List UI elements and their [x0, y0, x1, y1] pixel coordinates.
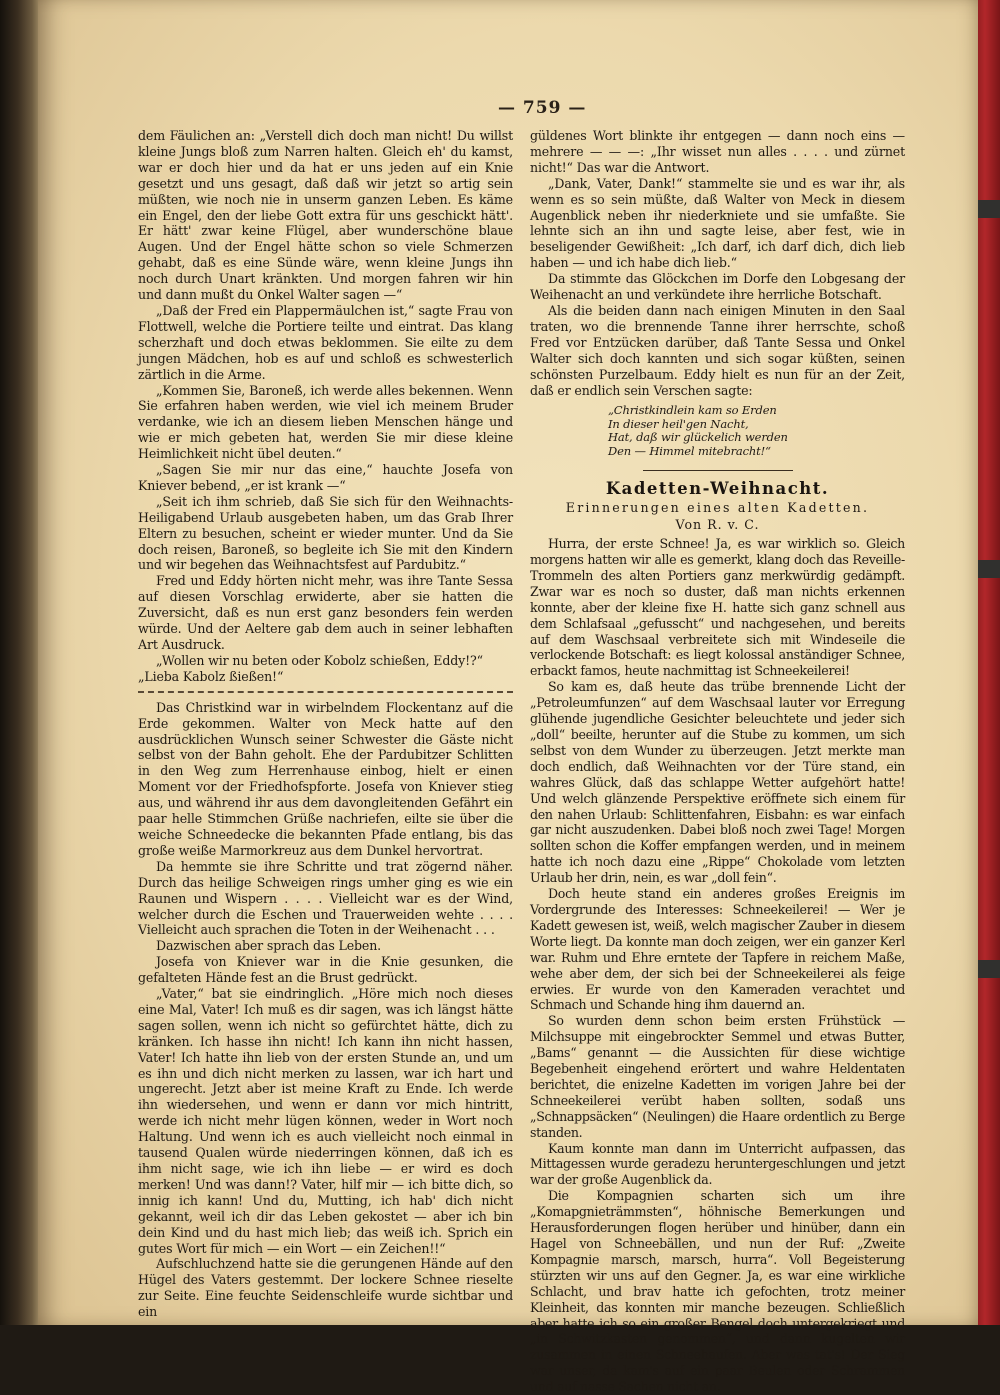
paragraph: Da hemmte sie ihre Schritte und trat zögernd näher. Durch das heilige Schweigen rings umher ging es wie ein Raunen und Wispern . . . . Vielleicht war es der Wind, welcher durch die Eschen und Trauerweiden wehte . . . . Vielleicht auch sprachen die Toten in der Weihenacht . . .: [138, 858, 513, 938]
paragraph: Das Christkind war in wirbelndem Flockentanz auf die Erde gekommen. Walter von Meck hatte auf den ausdrücklichen Wunsch seiner Schwester die Gäste nicht selbst von der Bahn geholt. Ehe der Pardubitzer Schlitten in den Weg zum Herrenhause einbog, hielt er einen Moment vor der Friedhofspforte. Josefa von Kniever stieg aus, und während ihr aus dem davongleitenden Gefährt ein paar helle Stimmchen Grüße nachriefen, eilte sie über die weiche Schneedecke die bekannten Pfade entlang, bis das große weiße Marmorkreuz aus dem Dunkel hervortrat.: [138, 699, 513, 858]
article-author: Von R. v. C.: [675, 517, 760, 533]
right-column: [530, 128, 905, 1395]
paragraph: dem Fäulichen an: „Verstell dich doch man nicht! Du willst kleine Jungs bloß zum Narren halten. Gleich eh' du kamst, war er doch hier und da hat er uns jeden auf ein Knie gesetzt und uns gesagt, daß daß wir jetzt so artig sein müßten, wie noch nie in unserm ganzen Leben. Es käme ein Engel, den der liebe Gott extra für uns geschickt hätt'. Er hätt' zwar keine Flügel, aber wunderschöne blaue Augen. Und der Engel hätte schon so viele Schmerzen gehabt, daß es eine Sünde wäre, wenn kleine Jungs ihn noch durch Unart kränkten. Und morgen fahren wir hin und dann mußt du Onkel Walter sagen —“: [138, 128, 513, 303]
paragraph: Da stimmte das Glöckchen im Dorfe den Lobgesang der Weihenacht an und verkündete ihre herrliche Botschaft.: [530, 271, 905, 303]
paragraph: „Kommen Sie, Baroneß, ich werde alles bekennen. Wenn Sie erfahren haben werden, wie viel ich meinem Bruder verdanke, wie ich an diesem lieben Menschen hänge und wie er mich gebeten hat, werden Sie mir diese kleine Heimlichkeit nicht übel deuten.“: [138, 382, 513, 462]
paragraph: Fred und Eddy hörten nicht mehr, was ihre Tante Sessa auf diesen Vorschlag erwiderte, aber sie hatten die Zuversicht, daß es nun erst ganz besonders fein werden würde. Und der Aeltere gab dem auch in seiner lebhaften Art Ausdruck.: [138, 573, 513, 652]
paragraph: „Daß der Fred ein Plappermäulchen ist,“ sagte Frau von Flottwell, welche die Portiere teilte und eintrat. Das klang scherzhaft und doch etwas beklommen. Sie eilte zu dem jungen Mädchen, hob es auf und schloß es schwesterlich zärtlich in die Arme.: [138, 302, 513, 382]
paragraph: So kam es, daß heute das trübe brennende Licht der „Petroleumfunzen“ auf dem Waschsaal lauter vor Erregung glühende jugendliche Gesichter beleuchtete und jeder sich „doll“ beeilte, herunter auf die Stube zu kommen, um sich selbst von dem Wunder zu überzeugen. Jetzt merkte man doch endlich, daß Weihnachten vor der Türe stand, ein wahres Glück, daß das schlappe Wetter aufgehört hatte! Und welch glänzende Perspektive eröffnete sich einem für den nahen Urlaub: Schlittenfahren, Eisbahn: es war einfach gar nicht auszudenken. Dabei bloß noch zwei Tage! Morgen sollten schon die Koffer empfangen werden, und in meinem hatte ich noch dazu eine „Rippe“ Chokolade vom letzten Urlaub her drin, nein, es war „doll fein“.: [530, 679, 905, 886]
page-number: — 759 —: [498, 98, 587, 118]
article-title: Kadetten-Weihnacht.: [605, 479, 830, 499]
poem-line: „Christkindlein kam so Erden: [608, 403, 777, 418]
book-cover-edge: [975, 0, 1000, 1325]
paragraph: „Vater,“ bat sie eindringlich. „Höre mich noch dieses eine Mal, Vater! Ich muß es dir sagen, was ich längst hätte sagen sollen, wenn ich nicht so gefürchtet hätte, dich zu kränken. Ich hasse ihn nicht! Ich kann ihn nicht hassen, Vater! Ich hatte ihn lieb von der ersten Stunde an, und um es ihn und dich nicht merken zu lassen, war ich hart und ungerecht. Jetzt aber ist meine Kraft zu Ende. Ich werde ihn wiedersehen, und wenn er dann vor mich hintritt, werde ich nicht mehr lügen können, weder in Wort noch Haltung. Und wenn ich es auch vielleicht noch einmal in tausend Qualen würde niederringen können, daß ich es ihm nicht sage, wie ich ihn liebe — er wird es doch merken! Und was dann!? Vater, hilf mir — ich bitte dich, so innig ich kann! Und du, Mutting, ich hab' dich nicht gekannt, weil ich dir das Leben gekostet — aber ich bin dein Kind und du hast mich lieb; das weiß ich. Sprich ein gutes Wort für mich — ein Wort — ein Zeichen!!“: [138, 986, 513, 1256]
cover-band: [975, 200, 1000, 218]
paragraph: Kaum konnte man dann im Unterricht aufpassen, das Mittagessen wurde geradezu heruntergeschlungen und jetzt war der große Augenblick da.: [530, 1140, 905, 1188]
paragraph: So wurden denn schon beim ersten Frühstück — Milchsuppe mit eingebrockter Semmel und etwas Butter, „Bams“ genannt — die Aussichten für diese wichtige Begebenheit eingehend erörtert und wahre Heldentaten berichtet, die enizelne Kadetten im vorigen Jahre bei der Schneekeilerei verübt haben sollten, sodaß uns „Schnappsäcken“ (Neulingen) die Haare ordentlich zu Berge standen.: [530, 1013, 905, 1140]
left-column: [138, 128, 513, 1320]
paragraph: „Sagen Sie mir nur das eine,“ hauchte Josefa von Kniever bebend, „er ist krank —“: [138, 462, 513, 493]
poem-line: Den — Himmel mitebracht!“: [608, 443, 771, 458]
right-column-paragraphs: [530, 128, 905, 398]
cover-band: [975, 560, 1000, 578]
paragraph: güldenes Wort blinkte ihr entgegen — dann noch eins — mehrere — — —: „Ihr wisset nun alles . . . . und zürnet nicht!“ Das war die Antwort.: [530, 128, 905, 175]
article-subtitle: Erinnerungen eines alten Kadetten.: [565, 500, 870, 516]
paragraph: Als die beiden dann nach einigen Minuten in den Saal traten, wo die brennende Tanne ihrer herrschte, schoß Fred vor Entzücken darüber, daß Tante Sessa und Onkel Walter sich doch kannten und sich sogar küßten, seinen schönsten Purzelbaum. Eddy hielt es nun für an der Zeit, daß er endlich sein Verschen sagte:: [530, 302, 905, 398]
paragraph: Dazwischen aber sprach das Leben.: [156, 938, 382, 954]
paragraph: „Dank, Vater, Dank!“ stammelte sie und es war ihr, als wenn es so sein müßte, daß Walter von Meck in diesem Augenblick neben ihr niederkniete und sie umfaßte. Sie lehnte sich an ihn und sagte leise, aber fest, wie in beseligender Gewißheit: „Ich darf, ich darf dich, dich lieb haben — und ich habe dich lieb.“: [530, 175, 905, 271]
paragraph: Die Kompagnien scharten sich um ihre „Komapgnieträmmsten“, höhnische Bemerkungen und Herausforderungen flogen herüber und hinüber, dann ein Hagel von Schneebällen, und nun der Ruf: „Zweite Kompagnie marsch, marsch, hurra“. Voll Begeisterung stürzten wir uns auf den Gegner. Ja, es war eine wirkliche Schlacht, und brav hatte ich gefochten, trotz meiner Kleinheit, das konnten mir manche bezeugen. Schließlich aber hatte ich so ein großer Bengel doch untergekriegt und „in Schwitzkasten genommen“, und dann kugelten wir zusammen in einen Schneehaufen. Aber was tat's! Der Sieg war unser, da kam's auf ein paar Beulen oder Schrammen und auf nasse Sachen nicht an.: [530, 1188, 905, 1395]
paragraph: „Seit ich ihm schrieb, daß Sie sich für den Weihnachts-Heiligabend Urlaub ausgebeten haben, um das Grab Ihrer Eltern zu besuchen, scheint er wieder munter. Und da Sie doch reisen, Baroneß, so begleite ich Sie mit den Kindern und wir begehen das Weihnachtsfest auf Pardubitz.“: [138, 493, 513, 573]
poem-verse: [608, 404, 905, 458]
book-binding-left: [0, 0, 40, 1325]
left-column-paragraphs-continued: [138, 700, 513, 1320]
paragraph: Aufschluchzend hatte sie die gerungenen Hände auf den Hügel des Vaters gestemmt. Der lockere Schnee rieselte zur Seite. Eine feuchte Seidenschleife wurde sichtbar und ein: [138, 1256, 513, 1320]
paragraph: Doch heute stand ein anderes großes Ereignis im Vordergrunde des Interesses: Schneekeilerei! — Wer je Kadett gewesen ist, weiß, welch magischer Zauber in diesem Worte liegt. Da konnte man doch zeigen, wer ein ganzer Kerl war. Ruhm und Ehre erntete der Tapfere in reichem Maße, wehe aber dem, der sich bei der Schneekeilerei als feige erwies. Er wurde von den Kameraden verachtet und Schmach und Schande hing ihm dauernd an.: [530, 886, 905, 1013]
paragraph: Josefa von Kniever war in die Knie gesunken, die gefalteten Hände fest an die Brust gedrückt.: [138, 954, 513, 986]
poem-line: Hat, daß wir glückelich werden: [608, 430, 788, 445]
poem-line: In dieser heil'gen Nacht,: [608, 416, 749, 431]
article-separator-rule: [643, 470, 793, 471]
paragraph: Hurra, der erste Schnee! Ja, es war wirklich so. Gleich morgens hatten wir alle es gemerkt, klang doch das Reveille-Trommeln des alten Portiers ganz merkwürdig gedämpft. Zwar war es noch so duster, daß man nichts erkennen konnte, aber der kleine fixe H. hatte sich ganz schnell aus dem Schlafsaal „gefusscht“ und nachgesehen, und bereits auf dem Waschsaal verbreitete sich mit Windeseile die verlockende Botschaft: es liegt kolossal anständiger Schnee, erbackt famos, heute nachmittag ist Schneekeilerei!: [530, 536, 905, 679]
section-divider: [138, 691, 513, 693]
paragraph: „Wollen wir nu beten oder Kobolz schießen, Eddy!?“: [156, 652, 483, 668]
left-column-paragraphs: [138, 128, 513, 685]
cover-band: [975, 960, 1000, 978]
paragraph: „Lieba Kabolz ßießen!“: [138, 668, 284, 684]
article-body: [530, 536, 905, 1395]
